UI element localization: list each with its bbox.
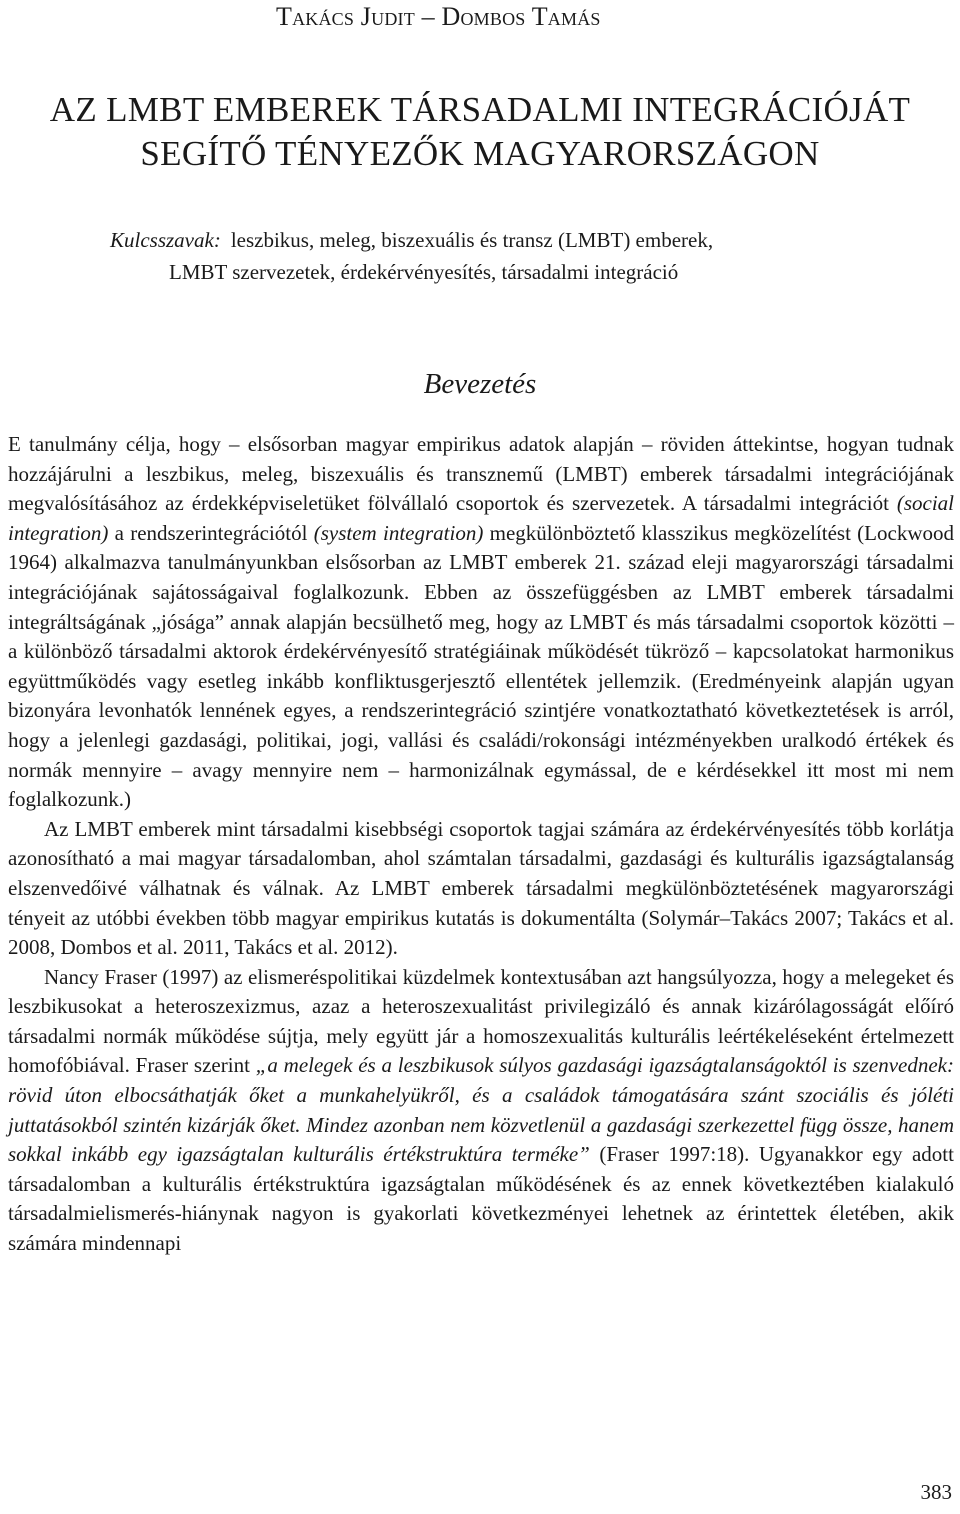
paragraph-3 [8, 963, 954, 1259]
section-heading: Bevezetés [423, 368, 537, 400]
paragraph-1-text-a: E tanulmány célja, hogy – elsősorban magyar empirikus adatok alapján – röviden áttekintse, hogyan tudnak hozzájárulni a leszbikus, meleg, biszexuális és transznemű (LMBT) emberek társadalmi integrációjának megvalósításához az érdekképviseletüket fölvállaló csoportok és szervezetek. A társadalmi integrációt [8, 432, 954, 516]
paragraph-1-italic-term-2: (system integration) [313, 520, 484, 545]
paragraph-1-text-b: a rendszerintegrációtól [108, 520, 314, 545]
keywords-block [110, 224, 870, 288]
paragraph-1-italic-term-1: (social integration) [8, 491, 954, 545]
paragraph-1 [8, 430, 954, 815]
title-line-2: SEGÍTŐ TÉNYEZŐK MAGYARORSZÁGON [140, 134, 820, 173]
title-line-1: AZ LMBT EMBEREK TÁRSADALMI INTEGRÁCIÓJÁT [49, 90, 911, 129]
keywords-label: Kulcsszavak: [110, 228, 221, 252]
paragraph-3-text-b: (Fraser 1997:18). Ugyanakkor egy adott társadalomban a kulturális értékstruktúra igazságtalan működésének és az ennek következtében kialakuló társadalmielismerés-hiánynak nagyon is gyakorlati következményei lehetnek az érintettek életében, akik számára mindennapi [8, 1142, 954, 1256]
paragraph-2: Az LMBT emberek mint társadalmi kisebbségi csoportok tagjai számára az érdekérvényesítés több korlátja azonosítható a mai magyar társadalomban, ahol számtalan társadalmi, gazdasági és kulturális igazságtalanság elszenvedőivé válhatnak és válnak. Az LMBT emberek társadalmi megkülönböztetésének magyarországi tényeit az utóbbi években több magyar empirikus kutatás is dokumentálta (Solymár–Takács 2007; Takács et al. 2008, Dombos et al. 2011, Takács et al. 2012). [8, 816, 954, 960]
paragraph-3-quote: „a melegek és a leszbikusok súlyos gazdasági igazságtalanságoktól is szenvednek: rövid úton elbocsáthatják őket a munkahelyükről, és a családok támogatására szánt szociális és jóléti juttatásokból szintén kizárják őket. Mindez azonban nem közvetlenül a gazdasági szerkezettel függ össze, hanem sokkal inkább egy igazságtalan kulturális értékstruktúra terméke” [8, 1053, 954, 1167]
authors: Takács Judit – Dombos Tamás [276, 2, 601, 31]
keywords-line-1: leszbikus, meleg, biszexuális és transz (LMBT) emberek, [230, 228, 714, 252]
paragraph-1-text-c: megkülönböztető klasszikus megközelítést (Lockwood 1964) alkalmazva tanulmányunkban elsősorban az LMBT emberek 21. század eleji magyarországi társadalmi integrációjának sajátosságaival foglalkozunk. Ebben az összefüggésben az LMBT emberek társadalmi integráltságának „jósága” annak alapján becsülhető meg, hogy az LMBT és más társadalmi csoportok közötti – a különböző társadalmi aktorok érdekérvényesítő stratégiáinak működését tükröző – kapcsolatokat harmonikus együttműködés vagy esetleg inkább konfliktusgerjesztő ellentétek jellemzik. (Eredményeink alapján ugyan bizonyára levonhatók lennének egyes, a rendszerintegráció szintjére vonatkoztatható következtetések is arról, hogy a jelenlegi gazdasági, politikai, jogi, vallási és családi/rokonsági intézményekben uralkodó értékek és normák mennyire – avagy mennyire nem – harmonizálnak egymással, de e kérdésekkel itt most mi nem foglalkozunk.) [8, 520, 954, 812]
page-number: 383 [920, 1480, 952, 1504]
paragraph-3-text-a: Nancy Fraser (1997) az elismeréspolitikai küzdelmek kontextusában azt hangsúlyozza, hogy a melegeket és leszbikusokat a heteroszexizmus, azaz a heteroszexualitást privilegizáló és annak kizárólagosságát előíró társadalmi normák működése sújtja, mely együtt jár a homoszexualitás kulturális leértékeléseként értelmezett homofóbiával. Fraser szerint [8, 964, 954, 1078]
keywords-line-2: LMBT szervezetek, érdekérvényesítés, társadalmi integráció [169, 260, 679, 284]
body-text [8, 430, 954, 1259]
article-title [0, 88, 960, 176]
